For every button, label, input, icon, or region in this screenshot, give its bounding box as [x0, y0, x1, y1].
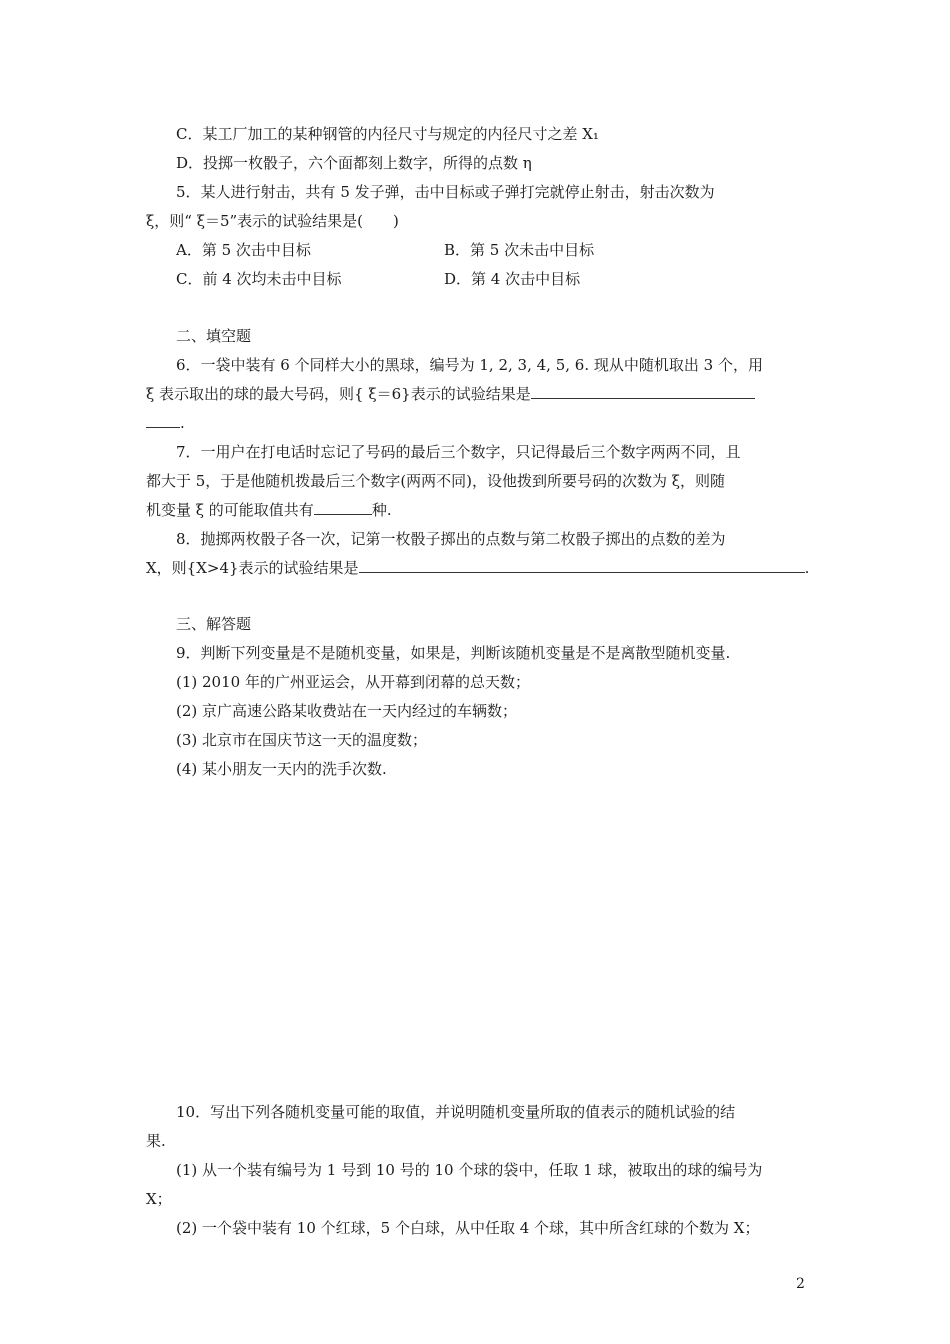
option-d: D．第 4 次击中目标 — [444, 270, 581, 288]
question-8-text: X，则{X>4}表示的试验结果是 — [146, 559, 359, 577]
question-10-item-1: (1) 从一个装有编号为 1 号到 10 号的 10 个球的袋中，任取 1 球，被取出的球的编号为 — [176, 1161, 763, 1179]
answer-blank[interactable] — [531, 384, 755, 399]
page-number: 2 — [796, 1276, 805, 1292]
question-5-line-2: ξ，则“ ξ＝5”表示的试验结果是( ) — [146, 212, 399, 230]
option-a: A．第 5 次击中目标 — [176, 241, 311, 259]
option-d: D．投掷一枚骰子，六个面都刻上数字，所得的点数 η — [176, 154, 532, 172]
question-7-line-3 — [146, 500, 392, 520]
question-9-item: (3) 北京市在国庆节这一天的温度数； — [176, 731, 428, 749]
question-10-item-2: (2) 一个袋中装有 10 个红球，5 个白球，从中任取 4 个球，其中所含红球的个数为 X； — [176, 1219, 760, 1237]
question-6-text: ξ 表示取出的球的最大号码，则{ ξ＝6}表示的试验结果是 — [146, 385, 531, 403]
section-heading-answer: 三、解答题 — [176, 615, 252, 633]
question-7-line-2: 都大于 5，于是他随机拨最后三个数字(两两不同)，设他拨到所要号码的次数为 ξ，则随 — [146, 472, 726, 490]
question-6-line-1: 6．一袋中装有 6 个同样大小的黑球，编号为 1, 2, 3, 4, 5, 6. 现从中随机取出 3 个，用 — [176, 356, 763, 374]
question-10-item-1-cont: X； — [146, 1190, 172, 1208]
answer-blank[interactable] — [359, 558, 805, 573]
question-7-text: 机变量 ξ 的可能取值共有 — [146, 501, 314, 519]
option-c: C．某工厂加工的某种钢管的内径尺寸与规定的内径尺寸之差 X₁ — [176, 125, 599, 143]
question-8-period: . — [804, 559, 810, 577]
question-10-line-2: 果. — [146, 1132, 166, 1150]
question-8-line-2 — [146, 558, 809, 578]
section-heading-fill-in: 二、填空题 — [176, 327, 252, 345]
option-b: B．第 5 次未击中目标 — [444, 241, 595, 259]
answer-blank[interactable] — [146, 413, 180, 428]
question-7-line-1: 7．一用户在打电话时忘记了号码的最后三个数字，只记得最后三个数字两两不同，且 — [176, 443, 741, 461]
question-9-item: (1) 2010 年的广州亚运会，从开幕到闭幕的总天数； — [176, 673, 530, 691]
question-6-line-3 — [146, 413, 185, 433]
question-6-period: . — [180, 414, 185, 432]
question-6-line-2 — [146, 384, 755, 404]
question-7-unit: 种. — [371, 501, 392, 519]
option-c: C．前 4 次均未击中目标 — [176, 270, 342, 288]
question-9-item: (4) 某小朋友一天内的洗手次数. — [176, 760, 387, 778]
question-9-item: (2) 京广高速公路某收费站在一天内经过的车辆数； — [176, 702, 518, 720]
question-8-line-1: 8．抛掷两枚骰子各一次，记第一枚骰子掷出的点数与第二枚骰子掷出的点数的差为 — [176, 530, 726, 548]
question-10-line-1: 10．写出下列各随机变量可能的取值，并说明随机变量所取的值表示的随机试验的结 — [176, 1103, 736, 1121]
answer-blank[interactable] — [314, 500, 372, 515]
question-5-line-1: 5．某人进行射击，共有 5 发子弹，击中目标或子弹打完就停止射击，射击次数为 — [176, 183, 715, 201]
question-9-stem: 9．判断下列变量是不是随机变量，如果是，判断该随机变量是不是离散型随机变量. — [176, 644, 731, 662]
